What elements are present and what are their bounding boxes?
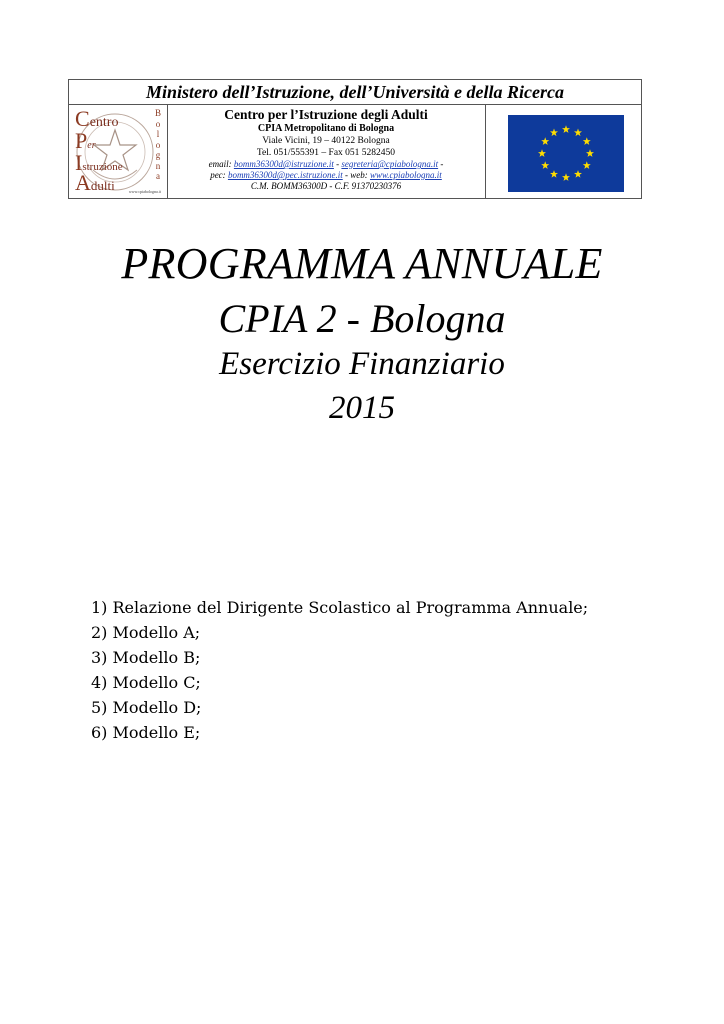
title-line-1: PROGRAMMA ANNUALE: [121, 239, 603, 288]
school-subtitle: CPIA Metropolitano di Bologna: [257, 123, 395, 134]
email-link-1[interactable]: bomm36300d@istruzione.it: [233, 159, 334, 169]
logo-letter-a: A: [75, 170, 91, 195]
logo-letter-i: I: [75, 150, 83, 175]
eu-star-icon: [574, 129, 582, 137]
logo-word-er: er: [87, 140, 96, 151]
eu-star-icon: [562, 125, 570, 133]
eu-star-icon: [541, 137, 549, 145]
eu-flag-icon: [508, 115, 624, 192]
logo-word-entro: entro: [89, 115, 119, 130]
eu-star-icon: [538, 149, 546, 157]
pec-link[interactable]: bomm36300d@pec.istruzione.it: [227, 170, 343, 180]
school-name: Centro per l’Istruzione degli Adulti: [224, 107, 428, 122]
eu-star-icon: [550, 170, 558, 178]
eu-star-icon: [550, 129, 558, 137]
logo-letter-c: C: [75, 106, 90, 131]
cpia-logo-icon: [73, 108, 163, 196]
eu-star-icon: [586, 149, 594, 157]
title-line-4: 2015: [329, 390, 395, 426]
email-label: email:: [208, 159, 232, 169]
list-item: 3) Modello B;: [91, 648, 201, 667]
logo-word-dulti: dulti: [90, 178, 115, 193]
school-codes: C.M. BOMM36300D - C.F. 91370230376: [250, 181, 402, 191]
logo-letter-p: P: [75, 128, 88, 153]
document-title: [0, 238, 724, 430]
school-phone: Tel. 051/555391 – Fax 051 5282450: [256, 148, 396, 158]
list-item: 5) Modello D;: [91, 698, 202, 717]
eu-star-icon: [562, 173, 570, 181]
list-item: 6) Modello E;: [91, 723, 201, 742]
logo-cell: [69, 104, 168, 198]
email-link-2[interactable]: segreteria@cpiabologna.it: [341, 159, 439, 169]
document-list: [91, 595, 588, 745]
title-line-3: Esercizio Finanziario: [219, 346, 505, 382]
letterhead: [68, 79, 642, 199]
logo-side-text: B o l o g n a: [154, 108, 161, 181]
school-info: [167, 104, 486, 198]
web-link[interactable]: www.cpiabologna.it: [369, 170, 442, 180]
ministry-heading: Ministero dell’Istruzione, dell’Università e della Ricerca: [69, 80, 641, 105]
eu-star-icon: [541, 161, 549, 169]
flag-cell: [486, 104, 641, 198]
eu-star-icon: [574, 170, 582, 178]
logo-url: www.cpiabologna.it: [128, 189, 161, 194]
email-tail: -: [438, 159, 444, 169]
list-item: 1) Relazione del Dirigente Scolastico al Programma Annuale;: [91, 598, 589, 617]
list-item: 4) Modello C;: [91, 673, 201, 692]
pec-label: pec:: [210, 170, 226, 180]
logo-word-struzione: struzione: [82, 161, 123, 173]
email-line: [167, 159, 485, 170]
pec-line: [167, 170, 485, 181]
eu-star-icon: [583, 161, 591, 169]
eu-star-icon: [583, 137, 591, 145]
list-item: 2) Modello A;: [91, 623, 201, 642]
email-separator: -: [333, 159, 342, 169]
school-address: Viale Vicini, 19 – 40122 Bologna: [262, 136, 390, 146]
title-line-2: CPIA 2 - Bologna: [218, 296, 506, 341]
web-label: - web:: [342, 170, 368, 180]
